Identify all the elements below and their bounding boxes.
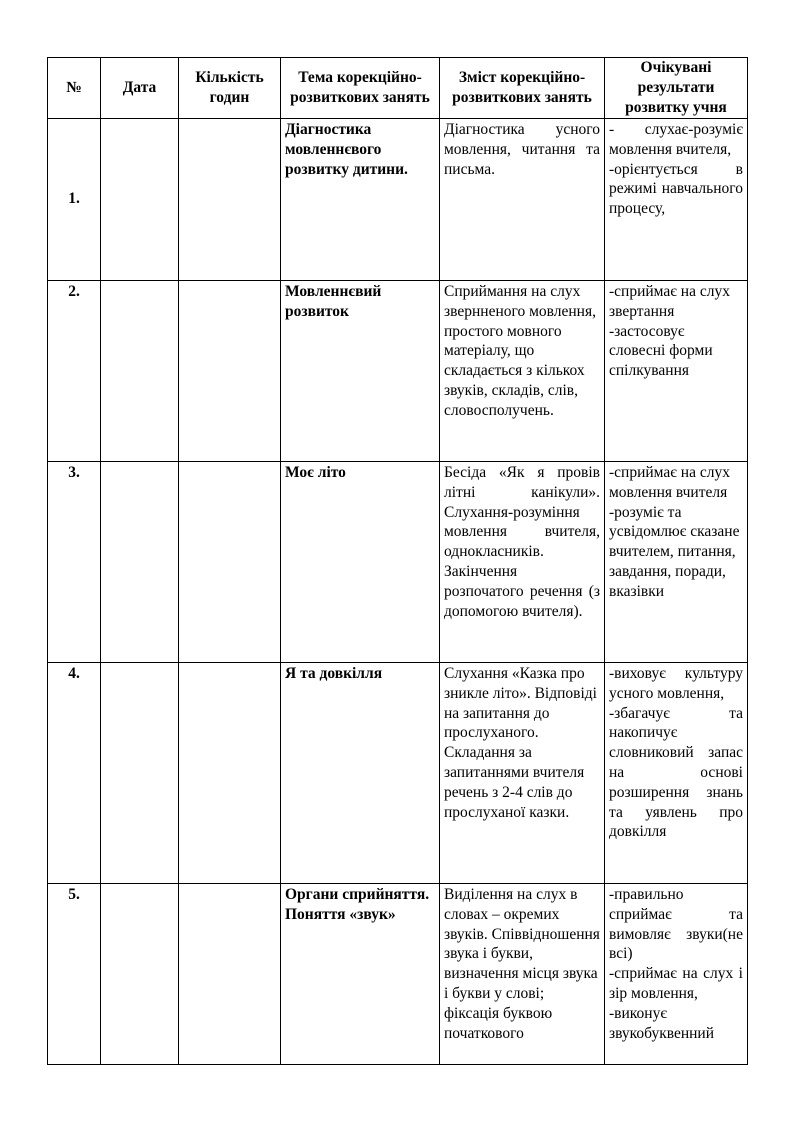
header-hours: Кількість годин — [179, 58, 281, 119]
table-row — [48, 663, 748, 884]
date-cell — [101, 462, 179, 663]
header-number: № — [48, 58, 101, 119]
header-row — [48, 58, 748, 119]
results-cell — [605, 462, 748, 663]
hours-cell — [179, 281, 281, 462]
hours-cell — [179, 884, 281, 1065]
hours-cell — [179, 119, 281, 281]
topic-cell: Діагностика мовленнєвого розвитку дитини. — [281, 119, 440, 281]
table-row — [48, 462, 748, 663]
header-results: Очікувані результати розвитку учня — [605, 58, 748, 119]
content-cell: Сприймання на слух звернненого мовлення, простого мовного матеріалу, що складається з кількох звуків, складів, слів, словосполучень. — [440, 281, 605, 462]
result-line: -сприймає на слух звертання — [609, 283, 730, 320]
table-row — [48, 884, 748, 1065]
date-cell — [101, 119, 179, 281]
table-row — [48, 119, 748, 281]
row-number: 1. — [48, 119, 101, 281]
topic-cell: Я та довкілля — [281, 663, 440, 884]
result-line: -правильно сприймає та вимовляє звуки(не всі) — [609, 886, 743, 963]
header-content: Зміст корекційно-розвиткових занять — [440, 58, 605, 119]
header-date: Дата — [101, 58, 179, 119]
content-cell: Слухання «Казка про зникле літо». Відповіді на запитання до прослуханого. Складання за запитаннями вчителя речень з 2-4 слів до прослуханої казки. — [440, 663, 605, 884]
row-number: 4. — [48, 663, 101, 884]
topic-cell: Органи сприйняття. Поняття «звук» — [281, 884, 440, 1065]
date-cell — [101, 281, 179, 462]
result-line: - слухає-розуміє мовлення вчителя, — [609, 121, 743, 158]
results-cell — [605, 663, 748, 884]
result-line: -сприймає на слух мовлення вчителя — [609, 464, 730, 501]
table-row — [48, 281, 748, 462]
content-cell: Діагностика усного мовлення, читання та письма. — [440, 119, 605, 281]
hours-cell — [179, 663, 281, 884]
result-line: -виконує звукобуквенний — [609, 1004, 715, 1042]
content-cell: Виділення на слух в словах – окремих звуків. Співвідношення звука і букви, визначення місця звука і букви у слові; фіксація буквою початкового — [440, 884, 605, 1065]
result-line: -застосовує словесні форми спілкування — [609, 322, 713, 380]
results-cell — [605, 884, 748, 1065]
topic-cell: Мовленнєвий розвиток — [281, 281, 440, 462]
results-cell — [605, 119, 748, 281]
row-number: 5. — [48, 884, 101, 1065]
hours-cell — [179, 462, 281, 663]
result-line: -сприймає на слух і зір мовлення, — [609, 965, 743, 1002]
result-line: -розуміє та усвідомлює сказане вчителем, питання, завдання, поради, вказівки — [609, 503, 740, 600]
row-number: 3. — [48, 462, 101, 663]
lesson-plan-table — [47, 57, 748, 1065]
result-line: -орієнтується в режимі навчального процесу, — [609, 160, 743, 218]
date-cell — [101, 884, 179, 1065]
row-number: 2. — [48, 281, 101, 462]
results-cell — [605, 281, 748, 462]
content-cell: Бесіда «Як я провів літні канікули». Слухання-розуміння мовлення вчителя, однокласників. Закінчення розпочатого речення (з допомогою вчителя). — [440, 462, 605, 663]
header-topic: Тема корекційно-розвиткових занять — [281, 58, 440, 119]
result-line: -виховує культуру усного мовлення, — [609, 665, 743, 702]
date-cell — [101, 663, 179, 884]
topic-cell: Моє літо — [281, 462, 440, 663]
result-line: -збагачує та накопичує словниковий запас на основі розширення знань та уявлень про довкілля — [609, 704, 743, 841]
